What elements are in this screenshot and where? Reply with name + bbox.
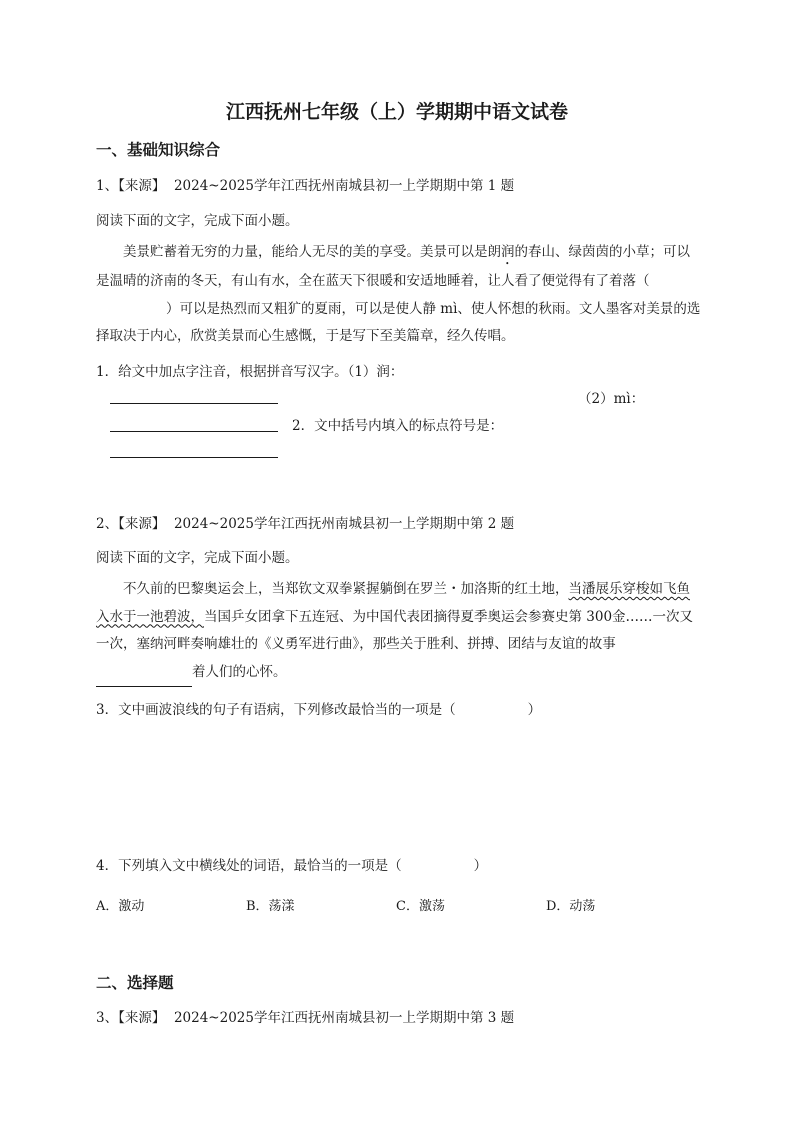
answer-line-2[interactable]: [110, 431, 278, 432]
question-1-intro: 阅读下面的文字，完成下面小题。: [96, 213, 299, 229]
page-title: 江西抚州七年级（上）学期期中语文试卷: [225, 101, 568, 123]
sub-question-3: 3．文中画波浪线的句子有语病，下列修改最恰当的一项是（ ）: [96, 702, 542, 718]
answer-line-1[interactable]: [110, 403, 278, 404]
question-2-source: [96, 512, 514, 532]
question-3-source: [96, 1006, 514, 1026]
source-tag: 【来源】: [118, 178, 166, 194]
question-1-passage: 美景贮蓄着无穷的力量，能给人无尽的美的享受。美景可以是朗润的春山、绿茵茵的小草；可以是温晴的济南的冬天，有山有水，全在蓝天下很暖和安适地睡着，让人看了便觉得有了着落（）可以是热烈而又粗犷的夏雨，可以是使人静 mì、使人怀想的秋雨。文人墨客对美景的选择取决于内心，欣赏美景而心生感慨，于是写下至美篇章，经久传唱。: [96, 244, 701, 344]
question-number: 1、: [96, 178, 119, 194]
sub-question-1b: （2）mì：: [578, 391, 645, 407]
sub-question-1: 1．给文中加点字注音，根据拼音写汉字。（1）润：: [96, 364, 404, 380]
dotted-character: 润: [501, 244, 515, 260]
fill-in-blank[interactable]: [96, 659, 192, 688]
option-c[interactable]: C．激荡: [396, 899, 445, 914]
wavy-underlined-sentence: 当潘展乐穿梭如飞鱼入水于一池碧波，: [96, 581, 690, 625]
source-text: 2024~2025学年江西抚州南城县初一上学期期中第 3 题: [173, 1010, 515, 1026]
question-2-passage: 不久前的巴黎奥运会上，当郑钦文双拳紧握躺倒在罗兰・加洛斯的红土地，当潘展乐穿梭如飞鱼入水于一池碧波，当国乒女团拿下五连冠、为中国代表团摘得夏季奥运会参赛史第 300金……一次又一次，塞纳河畔奏响雄壮的《义勇军进行曲》，那些关于胜利、拼搏、团结与友谊的故事 着人们的心怀。: [96, 576, 701, 687]
question-number: 3、: [96, 1010, 119, 1026]
source-tag: 【来源】: [118, 516, 166, 532]
answer-line-3[interactable]: [110, 457, 278, 458]
sub-question-2: 2．文中括号内填入的标点符号是：: [292, 418, 504, 434]
sub-question-4: 4．下列填入文中横线处的词语，最恰当的一项是（ ）: [96, 858, 488, 874]
section-heading-choice: 二、选择题: [96, 973, 174, 992]
question-2-intro: 阅读下面的文字，完成下面小题。: [96, 550, 299, 566]
source-tag: 【来源】: [118, 1010, 166, 1026]
section-heading-basics: 一、基础知识综合: [96, 140, 221, 159]
option-a[interactable]: A．激动: [96, 899, 145, 914]
option-b[interactable]: B．荡漾: [246, 899, 295, 914]
source-text: 2024~2025学年江西抚州南城县初一上学期期中第 2 题: [173, 516, 515, 532]
question-1-source: [96, 174, 514, 194]
source-text: 2024~2025学年江西抚州南城县初一上学期期中第 1 题: [173, 178, 515, 194]
option-d[interactable]: D．动荡: [546, 899, 596, 914]
question-number: 2、: [96, 516, 119, 532]
